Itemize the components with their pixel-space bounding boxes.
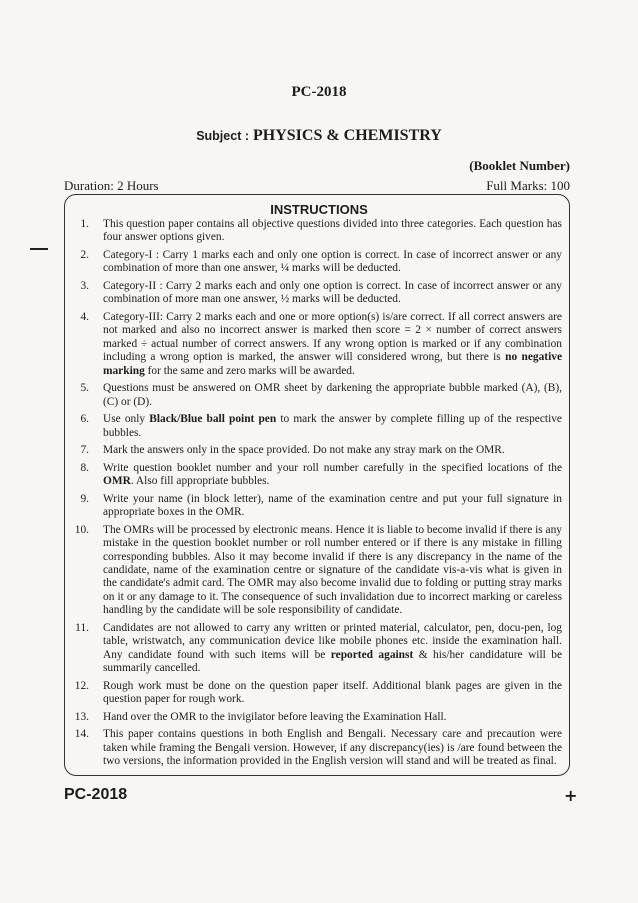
instruction-text bbox=[103, 280, 562, 307]
instruction-text-run: Questions must be answered on OMR sheet by darkening the appropriate bubble marked (A), (B), (C) or (D). bbox=[103, 382, 562, 408]
instruction-text-run: Candidates are not allowed to carry any written or printed material, calculator, pen, docu-pen, log table, wristwatch, any communication device like mobile phones etc. inside the examination hall. Any candidate found with such items will be bbox=[103, 621, 562, 661]
instruction-number: 6. bbox=[80, 413, 89, 426]
instruction-text bbox=[103, 493, 562, 520]
instruction-emphasis: no negative marking bbox=[103, 351, 562, 377]
registration-cross-mark: + bbox=[564, 786, 578, 805]
instruction-item bbox=[72, 311, 562, 378]
instruction-text bbox=[103, 249, 562, 276]
full-marks: Full Marks: 100 bbox=[486, 178, 570, 193]
instruction-item bbox=[72, 493, 562, 520]
instruction-item bbox=[72, 413, 562, 440]
instruction-text-run: Category-I : Carry 1 marks each and only one option is correct. In case of incorrect answer or any combination of more than one answer, ¼ marks will be deducted. bbox=[103, 249, 562, 275]
instruction-item bbox=[72, 249, 562, 276]
instruction-number: 13. bbox=[74, 710, 89, 723]
instruction-text-run: Use only bbox=[103, 413, 150, 426]
subject-line bbox=[0, 127, 638, 145]
instruction-number: 1. bbox=[80, 218, 89, 230]
instruction-text-run: & his/her candidature will be summarily cancelled. bbox=[103, 648, 563, 675]
instruction-text bbox=[103, 728, 562, 768]
instruction-number: 8. bbox=[80, 461, 89, 474]
instruction-text bbox=[103, 711, 562, 724]
instruction-emphasis: reported against bbox=[330, 648, 414, 661]
instruction-text bbox=[103, 462, 562, 489]
instruction-text bbox=[103, 413, 562, 440]
instruction-item bbox=[72, 444, 562, 457]
instruction-number: 2. bbox=[80, 249, 89, 261]
duration: Duration: 2 Hours bbox=[64, 178, 159, 193]
instruction-item bbox=[72, 680, 562, 707]
instruction-text-run: This paper contains questions in both English and Bengali. Necessary care and precaution were taken while framing the Bengali version. However, if any discrepancy(ies) is /are found between the two versions, the information provided in the English version will stand and will be treated as final. bbox=[103, 728, 562, 768]
instruction-number: 5. bbox=[80, 382, 89, 395]
instruction-item bbox=[72, 462, 562, 489]
instruction-emphasis: Black/Blue ball point pen bbox=[149, 413, 277, 426]
instruction-text-run: The OMRs will be processed by electronic means. Hence it is liable to become invalid if there is any mistake in the question booklet number or roll number entered or if there is any mistake in filling corresponding bubbles. Also it may become invalid if there is any discrepancy in the name of the candidate, name of the examination centre or signature of the candidate vis-a-vis what is given in the candidate's admit card. The OMR may also become invalid due to folding or putting stray marks on it or any damage to it. The consequence of such invalidation due to incorrect marking or careless handling by the candidate will be sole responsibility of candidate. bbox=[103, 523, 562, 617]
instruction-text bbox=[103, 444, 562, 457]
instruction-text-run: Rough work must be done on the question paper itself. Additional blank pages are given in the question paper for rough work. bbox=[103, 679, 562, 706]
footer-paper-code: PC-2018 bbox=[64, 786, 128, 803]
instruction-text bbox=[103, 382, 562, 409]
instruction-text-run: Write your name (in block letter), name of the examination centre and put your full signature in appropriate boxes in the OMR. bbox=[103, 492, 562, 519]
instruction-number: 11. bbox=[75, 621, 89, 634]
instruction-text bbox=[103, 311, 562, 378]
instructions-heading: INSTRUCTIONS bbox=[270, 202, 368, 217]
instruction-item bbox=[72, 524, 562, 618]
instruction-text-run: . Also fill appropriate bubbles. bbox=[130, 475, 270, 488]
instruction-item bbox=[72, 711, 562, 724]
instruction-text-run: Category-III: Carry 2 marks each and one or more option(s) is/are correct. If all correct answers are not marked and also no incorrect answer is marked then score = 2 × number of correct answers marked ÷ actual number of correct answers. If any wrong option is marked or if any combination including a wrong option is marked, the answer will considered wrong, but there is bbox=[103, 311, 562, 364]
instructions-list bbox=[72, 218, 562, 773]
instruction-number: 14. bbox=[74, 728, 89, 741]
instruction-text bbox=[103, 622, 562, 676]
instruction-item bbox=[72, 728, 562, 768]
instruction-number: 10. bbox=[74, 523, 89, 536]
instruction-number: 4. bbox=[80, 311, 89, 323]
instruction-text-run: Write question booklet number and your roll number carefully in the specified locations of the bbox=[103, 461, 562, 474]
instruction-text-run: Category-II : Carry 2 marks each and only one option is correct. In case of incorrect answer or any combination of more man one answer, ½ marks will be deducted. bbox=[103, 280, 562, 306]
instruction-text-run: Mark the answers only in the space provided. Do not make any stray mark on the OMR. bbox=[103, 444, 505, 457]
instruction-emphasis: OMR bbox=[103, 475, 131, 488]
instruction-text bbox=[103, 524, 562, 618]
instruction-text bbox=[103, 680, 562, 707]
instruction-text-run: for the same and zero marks will be awarded. bbox=[144, 364, 355, 377]
subject-value: PHYSICS & CHEMISTRY bbox=[253, 127, 442, 144]
instruction-number: 3. bbox=[80, 280, 89, 292]
margin-dash-mark bbox=[30, 248, 48, 250]
instruction-item bbox=[72, 382, 562, 409]
instruction-item bbox=[72, 622, 562, 676]
booklet-number-label: (Booklet Number) bbox=[469, 158, 570, 173]
instruction-text-run: This question paper contains all objective questions divided into three categories. Each question has four answer options given. bbox=[103, 218, 562, 244]
instruction-item bbox=[72, 280, 562, 307]
instruction-number: 9. bbox=[80, 492, 89, 505]
instruction-number: 12. bbox=[74, 679, 89, 692]
subject-label: Subject : bbox=[196, 129, 249, 143]
instruction-text-run: to mark the answer by complete filling up of the respective bubbles. bbox=[103, 413, 562, 439]
instruction-text-run: Hand over the OMR to the invigilator before leaving the Examination Hall. bbox=[103, 710, 447, 723]
instruction-text bbox=[103, 218, 562, 245]
instruction-item bbox=[72, 218, 562, 245]
instruction-number: 7. bbox=[80, 444, 89, 457]
paper-code-title: PC-2018 bbox=[291, 84, 347, 100]
